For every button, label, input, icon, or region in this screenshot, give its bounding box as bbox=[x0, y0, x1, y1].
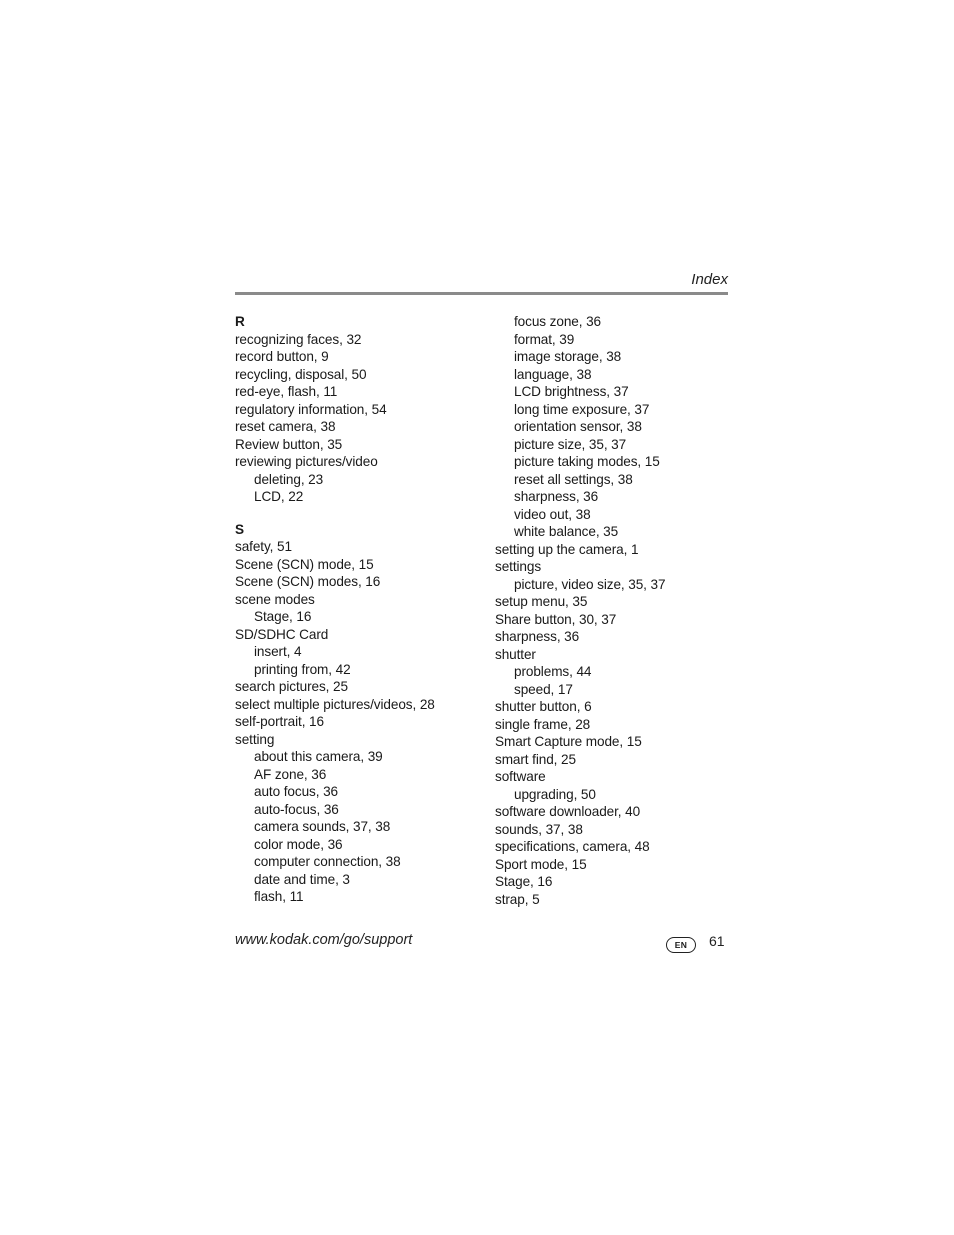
index-column-right bbox=[495, 313, 735, 908]
index-entry: select multiple pictures/videos, 28 bbox=[235, 696, 435, 712]
index-subentry: color mode, 36 bbox=[254, 836, 343, 852]
index-subentry: AF zone, 36 bbox=[254, 766, 327, 782]
index-spacer bbox=[235, 506, 485, 521]
index-entry: recognizing faces, 32 bbox=[235, 331, 362, 347]
index-subentry: auto focus, 36 bbox=[254, 784, 338, 799]
index-subentry: language, 38 bbox=[514, 366, 592, 382]
index-entry: reviewing pictures/video bbox=[235, 454, 378, 469]
index-entry: setup menu, 35 bbox=[495, 594, 588, 609]
index-subentry: reset all settings, 38 bbox=[514, 471, 633, 487]
index-subentry: about this camera, 39 bbox=[254, 749, 383, 764]
index-entry: shutter button, 6 bbox=[495, 699, 592, 714]
index-entry: Share button, 30, 37 bbox=[495, 611, 617, 627]
support-url-link[interactable]: www.kodak.com/go/support bbox=[235, 932, 413, 948]
index-entry: sharpness, 36 bbox=[495, 629, 580, 644]
index-entry: sounds, 37, 38 bbox=[495, 821, 583, 837]
index-entry: red-eye, flash, 11 bbox=[235, 384, 338, 399]
index-entry: strap, 5 bbox=[495, 891, 540, 907]
index-entry: regulatory information, 54 bbox=[235, 401, 387, 417]
index-subentry: auto-focus, 36 bbox=[254, 801, 339, 817]
index-entry: scene modes bbox=[235, 591, 315, 607]
index-letter-heading: S bbox=[235, 521, 244, 537]
index-subentry: camera sounds, 37, 38 bbox=[254, 819, 391, 834]
index-subentry: deleting, 23 bbox=[254, 471, 324, 487]
index-subentry: LCD brightness, 37 bbox=[514, 384, 629, 399]
index-entry: record button, 9 bbox=[235, 349, 329, 364]
index-entry: Stage, 16 bbox=[495, 874, 553, 889]
index-entry: setting bbox=[235, 731, 275, 747]
index-entry: setting up the camera, 1 bbox=[495, 541, 639, 557]
index-entry: Smart Capture mode, 15 bbox=[495, 734, 642, 749]
index-subentry: picture taking modes, 15 bbox=[514, 454, 660, 469]
index-entry: shutter bbox=[495, 646, 536, 662]
index-subentry: focus zone, 36 bbox=[514, 314, 602, 329]
index-subentry: computer connection, 38 bbox=[254, 854, 401, 869]
index-entry: search pictures, 25 bbox=[235, 679, 348, 694]
index-subentry: flash, 11 bbox=[254, 889, 304, 904]
index-subentry: image storage, 38 bbox=[514, 349, 622, 364]
index-subentry: video out, 38 bbox=[514, 506, 591, 522]
index-subentry: speed, 17 bbox=[514, 681, 573, 697]
index-subentry: upgrading, 50 bbox=[514, 786, 596, 802]
index-entry: reset camera, 38 bbox=[235, 419, 336, 434]
index-entry: settings bbox=[495, 559, 542, 574]
index-entry: software downloader, 40 bbox=[495, 804, 641, 819]
index-subentry: long time exposure, 37 bbox=[514, 401, 650, 417]
index-subentry: sharpness, 36 bbox=[514, 489, 599, 504]
index-subentry: Stage, 16 bbox=[254, 609, 312, 624]
index-subentry: LCD, 22 bbox=[254, 489, 304, 504]
header-rule bbox=[235, 292, 728, 295]
index-subentry: problems, 44 bbox=[514, 664, 592, 679]
index-entry: recycling, disposal, 50 bbox=[235, 366, 367, 382]
index-subentry: printing from, 42 bbox=[254, 661, 351, 677]
page-number: 61 bbox=[709, 933, 725, 949]
index-subentry: format, 39 bbox=[514, 331, 575, 347]
index-subentry: insert, 4 bbox=[254, 644, 302, 659]
index-subentry: picture, video size, 35, 37 bbox=[514, 576, 666, 592]
language-badge: EN bbox=[666, 937, 696, 953]
index-entry: smart find, 25 bbox=[495, 751, 576, 767]
index-entry: Sport mode, 15 bbox=[495, 856, 587, 872]
page-section-title: Index bbox=[691, 271, 728, 288]
index-entry: software bbox=[495, 769, 546, 784]
index-subentry: white balance, 35 bbox=[514, 524, 619, 539]
index-entry: single frame, 28 bbox=[495, 716, 591, 732]
index-subentry: date and time, 3 bbox=[254, 871, 350, 887]
index-column-left bbox=[235, 313, 485, 906]
index-entry: self-portrait, 16 bbox=[235, 714, 324, 729]
index-entry: Review button, 35 bbox=[235, 436, 343, 452]
index-subentry: picture size, 35, 37 bbox=[514, 436, 627, 452]
index-subentry: orientation sensor, 38 bbox=[514, 419, 642, 434]
index-entry: SD/SDHC Card bbox=[235, 626, 329, 642]
index-letter-heading: R bbox=[235, 314, 245, 329]
index-entry: Scene (SCN) modes, 16 bbox=[235, 574, 381, 589]
index-entry: specifications, camera, 48 bbox=[495, 839, 650, 854]
index-entry: safety, 51 bbox=[235, 539, 292, 554]
index-entry: Scene (SCN) mode, 15 bbox=[235, 556, 374, 572]
